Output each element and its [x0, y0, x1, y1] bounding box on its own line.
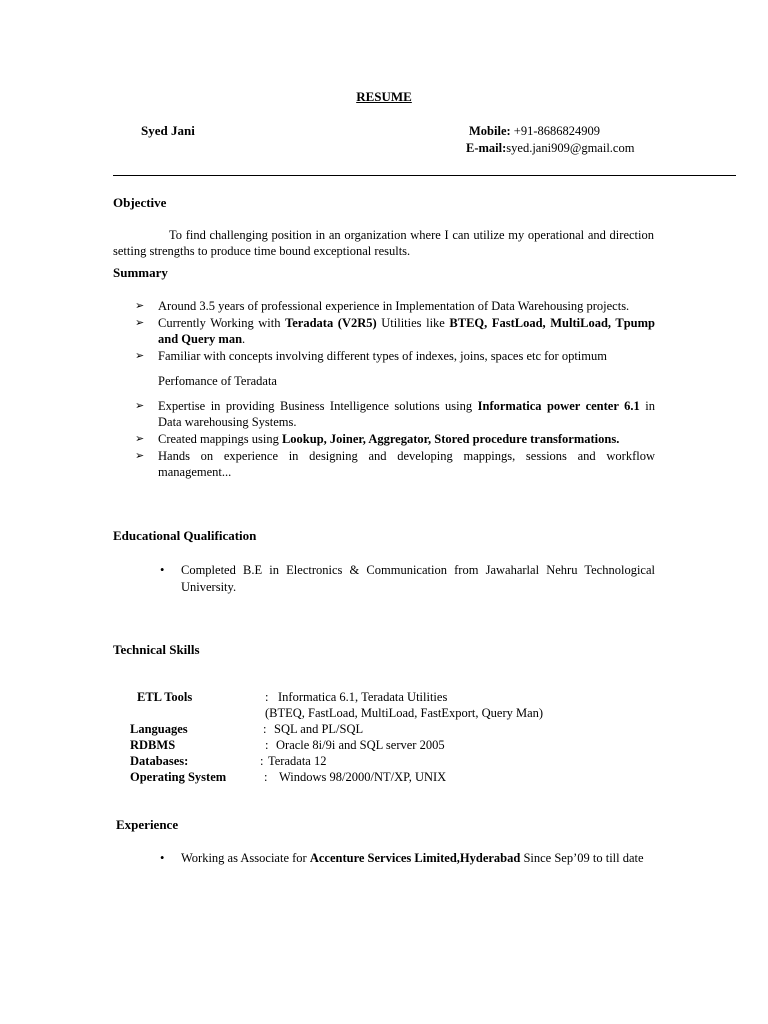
arrow-bullet-icon: ➢ [135, 350, 145, 362]
email-value: syed.jani909@gmail.com [506, 141, 635, 155]
skill-colon: : [260, 754, 264, 768]
candidate-name: Syed Jani [141, 123, 195, 138]
list-item: • Working as Associate for Accenture Services Limited,Hyderabad Since Sep’09 to till date [160, 851, 644, 865]
arrow-bullet-icon: ➢ [135, 400, 145, 412]
arrow-bullet-icon: ➢ [135, 433, 145, 445]
mobile-value: +91-8686824909 [513, 124, 601, 138]
list-item: ➢ Currently Working with Teradata (V2R5) Utilities like BTEQ, FastLoad, MultiLoad, Tpump and Query man. [135, 316, 655, 346]
arrow-bullet-icon: ➢ [135, 300, 145, 312]
bullet-dot-icon: • [160, 851, 165, 865]
arrow-bullet-icon: ➢ [135, 317, 145, 329]
list-item: • Completed B.E in Electronics & Communication from Jawaharlal Nehru Technological University. [160, 563, 655, 594]
skill-colon: : [264, 770, 268, 784]
technical-skills-heading: Technical Skills [113, 642, 200, 657]
skill-colon: : [265, 690, 269, 704]
experience-heading: Experience [116, 817, 179, 832]
document-title: RESUME [356, 89, 412, 104]
email-label: E-mail: [466, 141, 507, 155]
skill-label: Databases: [130, 754, 189, 768]
skill-label: RDBMS [130, 738, 176, 752]
bullet-dot-icon: • [160, 563, 165, 577]
list-item: ➢ Expertise in providing Business Intelligence solutions using Informatica power center 6.1 in Data warehousing Systems. [135, 399, 655, 429]
skill-label: Operating System [130, 770, 227, 784]
skill-value: Informatica 6.1, Teradata Utilities [278, 690, 448, 704]
skill-colon: : [263, 722, 267, 736]
list-item: ➢ Hands on experience in designing and developing mappings, sessions and workflow management... [135, 449, 655, 479]
list-item: ➢ Created mappings using Lookup, Joiner, Aggregator, Stored procedure transformations. [135, 432, 620, 446]
skill-value: Teradata 12 [268, 754, 327, 768]
skill-value-continued: (BTEQ, FastLoad, MultiLoad, FastExport, Query Man) [265, 706, 544, 720]
mobile-label: Mobile: [469, 124, 511, 138]
experience-list [113, 850, 655, 867]
education-heading: Educational Qualification [113, 528, 257, 543]
arrow-bullet-icon: ➢ [135, 450, 145, 462]
objective-body: To find challenging position in an organization where I can utilize my operational and direction setting strengths to produce time bound exceptional results. [113, 228, 654, 258]
list-item: ➢ Around 3.5 years of professional experience in Implementation of Data Warehousing projects. [135, 299, 630, 313]
skill-label: ETL Tools [137, 690, 193, 704]
skill-label: Languages [130, 722, 188, 736]
objective-heading: Objective [113, 195, 167, 210]
list-item: ➢ Familiar with concepts involving different types of indexes, joins, spaces etc for optimum Perfomance of Teradata [135, 349, 607, 388]
skill-value: Oracle 8i/9i and SQL server 2005 [276, 738, 445, 752]
summary-heading: Summary [113, 265, 168, 280]
skill-value: Windows 98/2000/NT/XP, UNIX [279, 770, 447, 784]
skill-value: SQL and PL/SQL [274, 722, 364, 736]
skill-colon: : [265, 738, 269, 752]
